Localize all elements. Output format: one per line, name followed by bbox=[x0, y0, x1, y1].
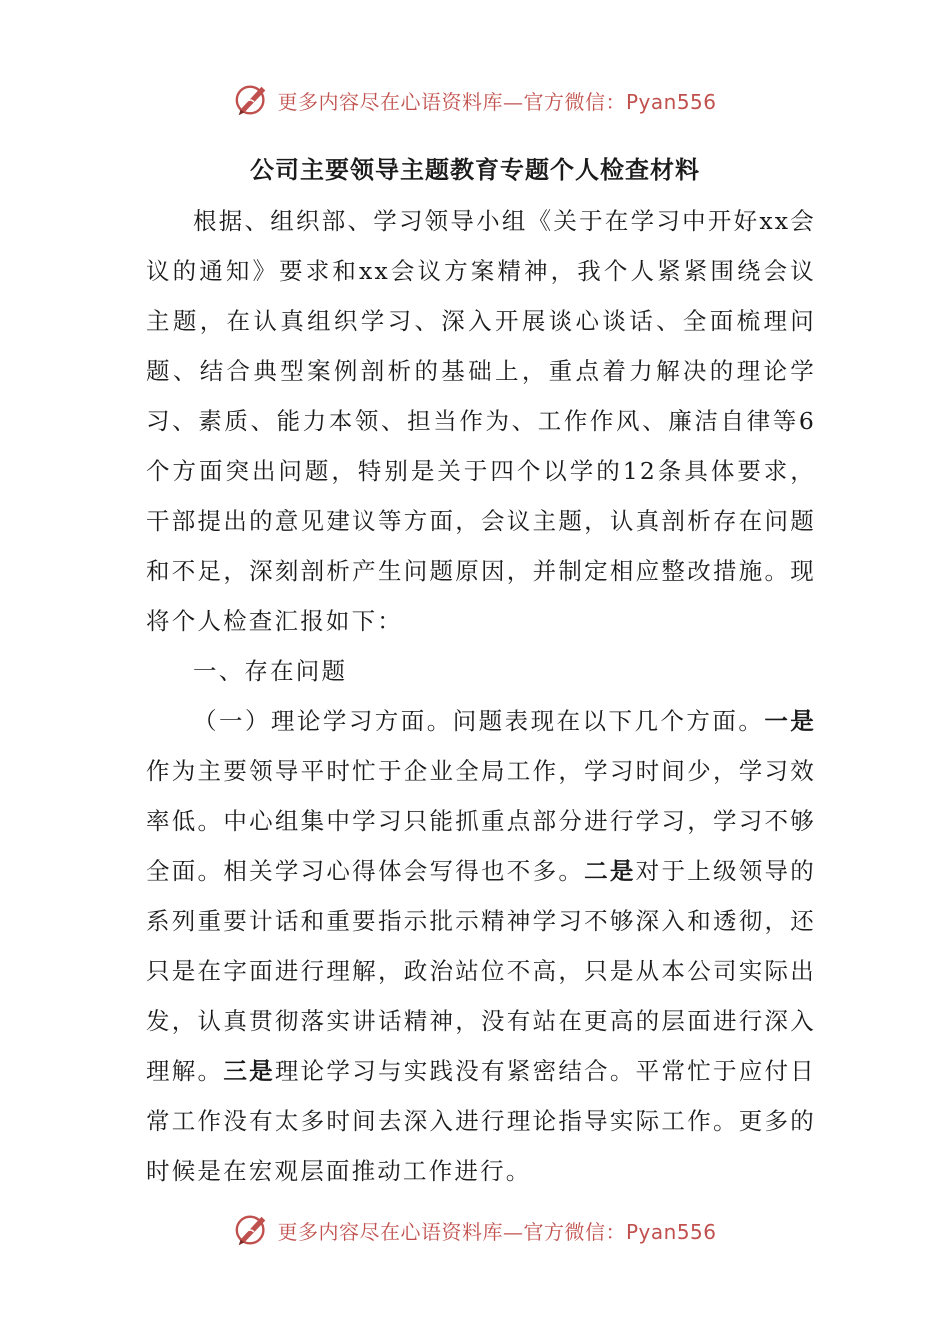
pen-logo-icon bbox=[233, 1211, 271, 1249]
watermark-wechat-label: 官方微信： bbox=[523, 1219, 626, 1244]
pen-logo-icon bbox=[233, 81, 271, 119]
watermark-dash: — bbox=[502, 89, 524, 114]
watermark-text bbox=[277, 1216, 716, 1245]
watermark-dash: — bbox=[502, 1219, 524, 1244]
watermark-wechat-id: Pyan556 bbox=[625, 1219, 717, 1244]
watermark-brand: 更多内容尽在心语资料库 bbox=[277, 89, 503, 114]
watermark-brand: 更多内容尽在心语资料库 bbox=[277, 1219, 503, 1244]
document-title: 公司主要领导主题教育专题个人检查材料 bbox=[250, 155, 700, 184]
point-one-label: 一是 bbox=[764, 707, 816, 735]
watermark-text bbox=[277, 86, 716, 115]
theory-study-paragraph bbox=[146, 696, 816, 1196]
intro-paragraph: 根据、组织部、学习领导小组《关于在学习中开好xx会议的通知》要求和xx会议方案精神，我个人紧紧围绕会议主题，在认真组织学习、深入开展谈心谈话、全面梳理问题、结合典型案例剖析的基础上，重点着力解决的理论学习、素质、能力本领、担当作为、工作作风、廉洁自律等6个方面突出问题，特别是关于四个以学的12条具体要求，干部提出的意见建议等方面，会议主题，认真剖析存在问题和不足，深刻剖析产生问题原因，并制定相应整改措施。现将个人检查汇报如下： bbox=[146, 207, 816, 635]
watermark-wechat-id: Pyan556 bbox=[625, 89, 717, 114]
point-one-text: 作为主要领导平时忙于企业全局工作，学习时间少，学习效率低。中心组集中学习只能抓重点部分进行学习，学习不够全面。相关学习心得体会写得也不多。 bbox=[146, 757, 816, 885]
point-two-text: 对于上级领导的系列重要计话和重要指示批示精神学习不够深入和透彻，还只是在字面进行理解，政治站位不高，只是从本公司实际出发，认真贯彻落实讲话精神，没有站在更高的层面进行深入理解。 bbox=[146, 857, 816, 1085]
header-watermark-banner bbox=[0, 78, 950, 122]
watermark-wechat-label: 官方微信： bbox=[523, 89, 626, 114]
theory-study-lead: （一）理论学习方面。问题表现在以下几个方面。 bbox=[193, 707, 765, 735]
point-two-label: 二是 bbox=[584, 857, 636, 885]
footer-watermark-banner bbox=[0, 1208, 950, 1252]
section-heading: 一、存在问题 bbox=[193, 657, 348, 685]
document-body bbox=[146, 196, 816, 1196]
point-three-text: 理论学习与实践没有紧密结合。平常忙于应付日常工作没有太多时间去深入进行理论指导实际工作。更多的时候是在宏观层面推动工作进行。 bbox=[146, 1057, 816, 1185]
point-three-label: 三是 bbox=[223, 1057, 275, 1085]
